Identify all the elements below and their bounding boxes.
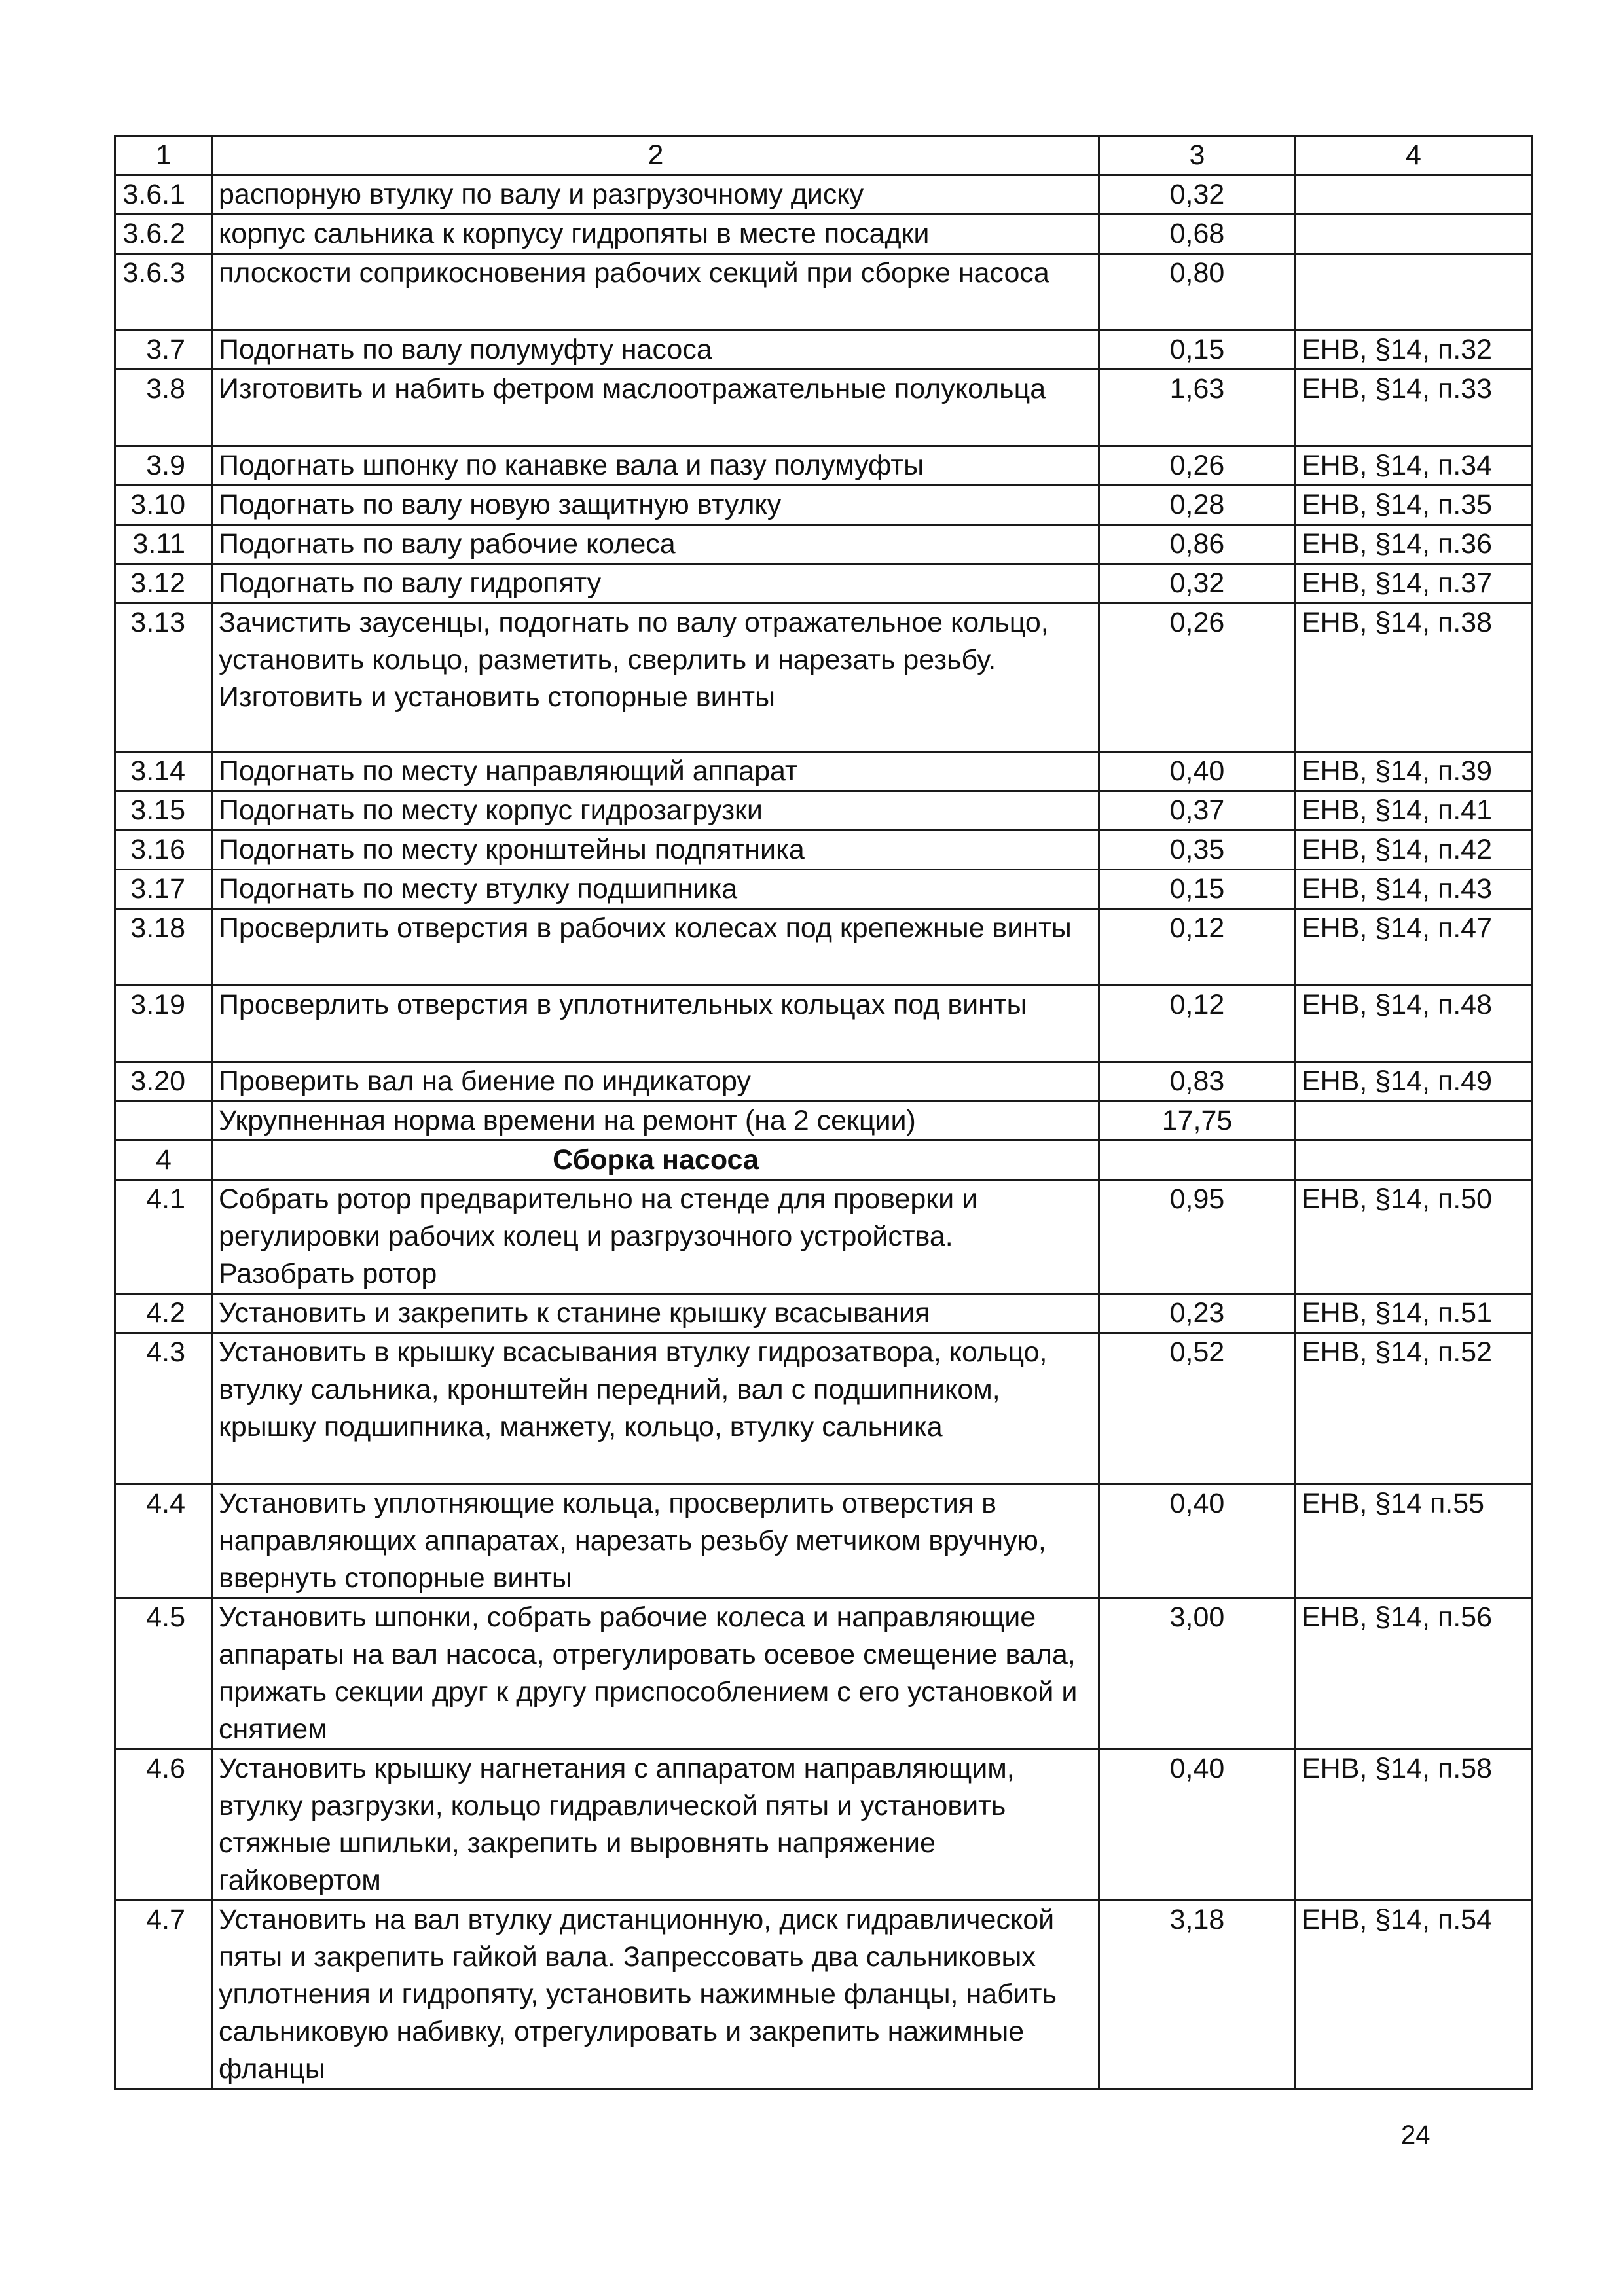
row-number: 3.20: [115, 1062, 213, 1102]
table-row: [115, 1333, 1532, 1484]
row-time-norm: 3,00: [1099, 1598, 1296, 1749]
row-reference: ЕНВ, §14, п.36: [1296, 525, 1532, 564]
row-operation: Установить на вал втулку дистанционную, диск гидравлической пяты и закрепить гайкой вала. Запрессовать два сальниковых уплотнения и гидропяту, установить нажимные фланцы, набить сальниковую набивку, отрегулировать и закрепить нажимные фланцы: [213, 1901, 1099, 2089]
row-time-norm: 3,18: [1099, 1901, 1296, 2089]
table-row: [115, 752, 1532, 791]
row-operation: Укрупненная норма времени на ремонт (на 2 секции): [213, 1102, 1099, 1141]
row-operation: Подогнать по месту кронштейны подпятника: [213, 831, 1099, 870]
row-number: 3.6.1: [115, 175, 213, 215]
norms-table-body: [115, 136, 1532, 2089]
table-row: [115, 215, 1532, 254]
row-time-norm: 17,75: [1099, 1102, 1296, 1141]
row-time-norm: 0,83: [1099, 1062, 1296, 1102]
row-number: 4.6: [115, 1749, 213, 1901]
row-time-norm: 0,23: [1099, 1294, 1296, 1333]
row-time-norm: 0,37: [1099, 791, 1296, 831]
row-number: 4.2: [115, 1294, 213, 1333]
table-row: [115, 1598, 1532, 1749]
row-reference: ЕНВ, §14, п.42: [1296, 831, 1532, 870]
row-reference: ЕНВ, §14, п.37: [1296, 564, 1532, 603]
row-number: 3.6.3: [115, 254, 213, 331]
table-row: [115, 1901, 1532, 2089]
row-reference: [1296, 254, 1532, 331]
row-time-norm: 0,35: [1099, 831, 1296, 870]
row-time-norm: [1099, 1141, 1296, 1180]
row-operation: корпус сальника к корпусу гидропяты в месте посадки: [213, 215, 1099, 254]
row-operation: Подогнать по валу новую защитную втулку: [213, 486, 1099, 525]
row-number: 3.12: [115, 564, 213, 603]
table-row: [115, 1102, 1532, 1141]
row-operation: Установить в крышку всасывания втулку гидрозатвора, кольцо, втулку сальника, кронштейн передний, вал с подшипником, крышку подшипника, манжету, кольцо, втулку сальника: [213, 1333, 1099, 1484]
table-row: [115, 1749, 1532, 1901]
row-operation: Просверлить отверстия в рабочих колесах под крепежные винты: [213, 909, 1099, 986]
table-row: [115, 331, 1532, 370]
row-reference: ЕНВ, §14, п.51: [1296, 1294, 1532, 1333]
table-header-row: [115, 136, 1532, 175]
row-reference: ЕНВ, §14, п.33: [1296, 370, 1532, 446]
row-reference: ЕНВ, §14, п.52: [1296, 1333, 1532, 1484]
row-time-norm: 0,26: [1099, 603, 1296, 752]
row-reference: [1296, 175, 1532, 215]
row-operation: распорную втулку по валу и разгрузочному диску: [213, 175, 1099, 215]
row-reference: ЕНВ, §14, п.50: [1296, 1180, 1532, 1294]
row-operation: Проверить вал на биение по индикатору: [213, 1062, 1099, 1102]
table-row: [115, 1484, 1532, 1598]
norms-table: [114, 135, 1533, 2090]
table-row: [115, 446, 1532, 486]
table-row: [115, 986, 1532, 1062]
row-time-norm: 0,32: [1099, 175, 1296, 215]
row-time-norm: 0,80: [1099, 254, 1296, 331]
row-number: [115, 1102, 213, 1141]
row-operation: Подогнать по месту направляющий аппарат: [213, 752, 1099, 791]
table-row: [115, 175, 1532, 215]
row-reference: [1296, 215, 1532, 254]
row-time-norm: 1,63: [1099, 370, 1296, 446]
table-row: [115, 254, 1532, 331]
row-operation: Просверлить отверстия в уплотнительных кольцах под винты: [213, 986, 1099, 1062]
table-row: [115, 1294, 1532, 1333]
row-time-norm: 0,12: [1099, 909, 1296, 986]
table-row: [115, 1062, 1532, 1102]
row-operation: Изготовить и набить фетром маслоотражательные полукольца: [213, 370, 1099, 446]
row-operation: Подогнать по месту втулку подшипника: [213, 870, 1099, 909]
row-operation: Установить и закрепить к станине крышку всасывания: [213, 1294, 1099, 1333]
row-time-norm: 0,68: [1099, 215, 1296, 254]
row-reference: ЕНВ, §14, п.35: [1296, 486, 1532, 525]
row-time-norm: 0,12: [1099, 986, 1296, 1062]
row-number: 3.18: [115, 909, 213, 986]
row-number: 4.1: [115, 1180, 213, 1294]
row-reference: ЕНВ, §14, п.32: [1296, 331, 1532, 370]
row-operation: плоскости соприкосновения рабочих секций при сборке насоса: [213, 254, 1099, 331]
row-reference: ЕНВ, §14, п.54: [1296, 1901, 1532, 2089]
row-time-norm: 0,32: [1099, 564, 1296, 603]
row-reference: ЕНВ, §14, п.47: [1296, 909, 1532, 986]
header-col-3: 3: [1099, 136, 1296, 175]
row-time-norm: 0,40: [1099, 752, 1296, 791]
row-reference: ЕНВ, §14, п.48: [1296, 986, 1532, 1062]
table-row: [115, 525, 1532, 564]
row-time-norm: 0,52: [1099, 1333, 1296, 1484]
row-number: 4.7: [115, 1901, 213, 2089]
row-operation: Собрать ротор предварительно на стенде для проверки и регулировки рабочих колец и разгрузочного устройства. Разобрать ротор: [213, 1180, 1099, 1294]
table-row: [115, 831, 1532, 870]
row-time-norm: 0,95: [1099, 1180, 1296, 1294]
row-time-norm: 0,26: [1099, 446, 1296, 486]
row-operation: Подогнать по валу полумуфту насоса: [213, 331, 1099, 370]
row-reference: ЕНВ, §14, п.56: [1296, 1598, 1532, 1749]
row-number: 3.10: [115, 486, 213, 525]
header-col-1: 1: [115, 136, 213, 175]
row-time-norm: 0,86: [1099, 525, 1296, 564]
row-operation: Установить уплотняющие кольца, просверлить отверстия в направляющих аппаратах, нарезать резьбу метчиком вручную, ввернуть стопорные винты: [213, 1484, 1099, 1598]
row-reference: ЕНВ, §14, п.49: [1296, 1062, 1532, 1102]
table-row: [115, 1180, 1532, 1294]
row-operation: Зачистить заусенцы, подогнать по валу отражательное кольцо, установить кольцо, разметить, сверлить и нарезать резьбу. Изготовить и установить стопорные винты: [213, 603, 1099, 752]
row-operation: Сборка насоса: [213, 1141, 1099, 1180]
row-number: 3.17: [115, 870, 213, 909]
row-number: 3.6.2: [115, 215, 213, 254]
page-number: 24: [1401, 2121, 1431, 2149]
row-number: 3.19: [115, 986, 213, 1062]
row-number: 3.9: [115, 446, 213, 486]
row-time-norm: 0,15: [1099, 331, 1296, 370]
row-number: 3.15: [115, 791, 213, 831]
row-operation: Подогнать по валу рабочие колеса: [213, 525, 1099, 564]
row-time-norm: 0,40: [1099, 1749, 1296, 1901]
row-reference: ЕНВ, §14, п.43: [1296, 870, 1532, 909]
table-row: [115, 564, 1532, 603]
row-reference: ЕНВ, §14 п.55: [1296, 1484, 1532, 1598]
row-reference: ЕНВ, §14, п.58: [1296, 1749, 1532, 1901]
row-operation: Подогнать по месту корпус гидрозагрузки: [213, 791, 1099, 831]
row-reference: ЕНВ, §14, п.41: [1296, 791, 1532, 831]
row-number: 3.7: [115, 331, 213, 370]
table-row: [115, 870, 1532, 909]
row-number: 3.13: [115, 603, 213, 752]
table-row: [115, 909, 1532, 986]
row-time-norm: 0,40: [1099, 1484, 1296, 1598]
row-operation: Установить крышку нагнетания с аппаратом направляющим, втулку разгрузки, кольцо гидравлической пяты и установить стяжные шпильки, закрепить и выровнять напряжение гайковертом: [213, 1749, 1099, 1901]
table-row: [115, 791, 1532, 831]
row-number: 4.5: [115, 1598, 213, 1749]
row-number: 3.11: [115, 525, 213, 564]
row-reference: ЕНВ, §14, п.38: [1296, 603, 1532, 752]
table-row: [115, 486, 1532, 525]
header-col-2: 2: [213, 136, 1099, 175]
row-number: 3.16: [115, 831, 213, 870]
row-reference: ЕНВ, §14, п.34: [1296, 446, 1532, 486]
section-row: [115, 1141, 1532, 1180]
row-number: 3.8: [115, 370, 213, 446]
row-time-norm: 0,15: [1099, 870, 1296, 909]
row-time-norm: 0,28: [1099, 486, 1296, 525]
table-row: [115, 603, 1532, 752]
row-reference: [1296, 1141, 1532, 1180]
header-col-4: 4: [1296, 136, 1532, 175]
row-operation: Подогнать по валу гидропяту: [213, 564, 1099, 603]
table-row: [115, 370, 1532, 446]
row-number: 4.3: [115, 1333, 213, 1484]
row-operation: Подогнать шпонку по канавке вала и пазу полумуфты: [213, 446, 1099, 486]
row-operation: Установить шпонки, собрать рабочие колеса и направляющие аппараты на вал насоса, отрегулировать осевое смещение вала, прижать секции друг к другу приспособлением с его установкой и снятием: [213, 1598, 1099, 1749]
row-number: 4.4: [115, 1484, 213, 1598]
row-reference: ЕНВ, §14, п.39: [1296, 752, 1532, 791]
row-reference: [1296, 1102, 1532, 1141]
row-number: 3.14: [115, 752, 213, 791]
row-number: 4: [115, 1141, 213, 1180]
